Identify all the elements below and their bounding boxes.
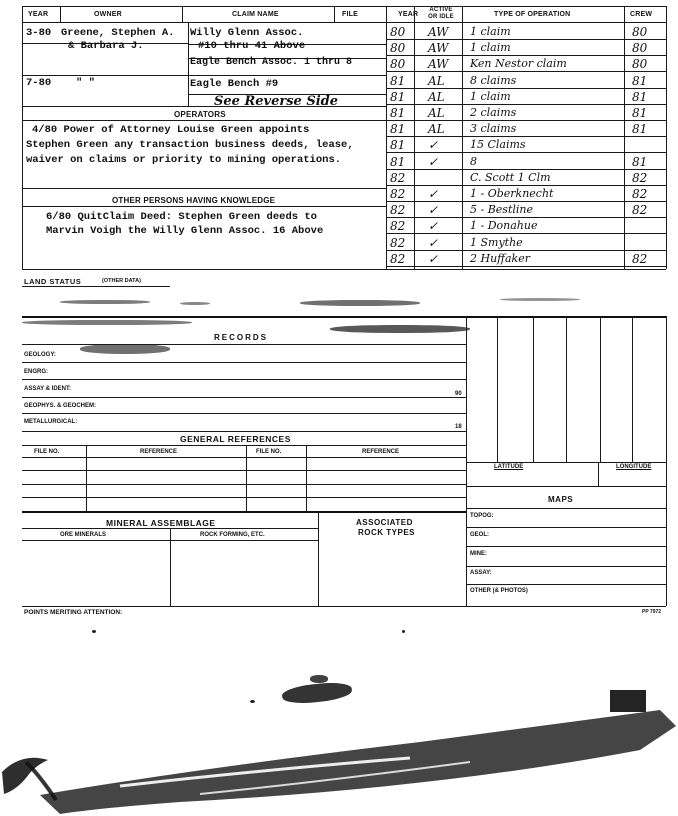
maps-title: MAPS [548, 495, 574, 504]
operation-year: 82 [390, 219, 406, 233]
maps-line [466, 527, 666, 528]
header-claim-name: CLAIM NAME [232, 11, 279, 18]
operation-type: 2 claims [470, 106, 517, 119]
records-line [22, 413, 466, 414]
coords-col [600, 316, 601, 462]
operation-crew: 81 [632, 74, 648, 88]
refs-col [246, 445, 247, 511]
operation-year: 80 [390, 41, 406, 55]
left-border [22, 6, 23, 269]
operation-type: 2 Huffaker [470, 252, 530, 265]
rock-types-label: ROCK TYPES [358, 528, 416, 537]
operation-row-line [386, 88, 666, 89]
claim-name: Eagle Bench #9 [190, 78, 279, 90]
operation-year: 81 [390, 90, 406, 104]
owner-year: 3-80 [26, 27, 52, 39]
operation-type: Ken Nestor claim [470, 57, 567, 70]
assay-ident-label: ASSAY & IDENT: [24, 386, 72, 392]
scan-noise [22, 320, 192, 325]
operation-status: ✓ [428, 219, 439, 233]
refs-line [22, 484, 466, 485]
operation-status: AL [428, 106, 445, 120]
refs-line [22, 497, 466, 498]
operation-year: 82 [390, 187, 406, 201]
metallurgical-label: METALLURGICAL: [24, 419, 78, 425]
operation-row-line [386, 55, 666, 56]
operation-crew: 81 [632, 155, 648, 169]
geophys-label: GEOPHYS. & GEOCHEM: [24, 403, 97, 409]
scan-noise [300, 300, 420, 306]
operation-year: 81 [390, 122, 406, 136]
header-active-idle: ACTIVE OR IDLE [428, 7, 454, 20]
maps-line [466, 584, 666, 585]
operation-row-line [386, 136, 666, 137]
scan-smear-graphic [0, 690, 678, 816]
header-owner: OWNER [94, 11, 122, 18]
operation-crew: 82 [632, 252, 648, 266]
operation-row-line [386, 266, 666, 267]
col-sep [60, 6, 61, 22]
header-file: FILE [342, 11, 358, 18]
scan-noise [180, 302, 210, 305]
points-meriting-attention-label: POINTS MERITING ATTENTION: [24, 609, 123, 616]
operation-status: ✓ [428, 155, 439, 169]
operation-crew: 81 [632, 122, 648, 136]
operation-year: 82 [390, 236, 406, 250]
records-line [22, 431, 466, 432]
refs-col [86, 445, 87, 511]
maps-mine: MINE: [470, 551, 487, 557]
other-persons-top-line [22, 188, 386, 189]
geology-label: GEOLOGY: [24, 352, 56, 358]
operators-divider [22, 120, 386, 121]
operation-year: 80 [390, 25, 406, 39]
operation-row-line [386, 120, 666, 121]
bottom-grid-line [22, 606, 666, 607]
refs-col [306, 445, 307, 511]
records-title: RECORDS [214, 333, 269, 342]
other-persons-label: OTHER PERSONS HAVING KNOWLEDGE [112, 196, 276, 205]
operation-type: 1 - Oberknecht [470, 187, 554, 200]
header-crew: CREW [630, 11, 653, 18]
operation-row-line [386, 217, 666, 218]
owner-name: & Barbara J. [68, 40, 144, 52]
coords-col [632, 316, 633, 462]
operation-status: ✓ [428, 236, 439, 250]
header-year: YEAR [28, 11, 49, 18]
owner-name: " " [76, 77, 95, 89]
rock-forming-label: ROCK FORMING, ETC. [200, 532, 265, 538]
scan-noise [500, 298, 580, 301]
operation-year: 82 [390, 252, 406, 266]
owner-year: 7-80 [26, 77, 52, 89]
coords-col [566, 316, 567, 462]
operation-status: ✓ [428, 138, 439, 152]
top-section-bottom [22, 269, 666, 270]
operation-crew: 82 [632, 187, 648, 201]
refs-line [22, 445, 466, 446]
maps-line [466, 508, 666, 509]
right-grid-right [666, 316, 667, 606]
operation-type: 1 claim [470, 25, 511, 38]
operation-status: AL [428, 90, 445, 104]
operation-type: 8 claims [470, 74, 517, 87]
records-line [22, 397, 466, 398]
operation-row-line [386, 250, 666, 251]
assay-num: 90 [455, 391, 462, 397]
general-references-title: GENERAL REFERENCES [180, 434, 291, 444]
operators-line: waiver on claims or priority to mining operations. [26, 154, 342, 166]
other-persons-line: Marvin Voigh the Willy Glenn Assoc. 16 Above [46, 225, 324, 237]
header-type-of-operation: TYPE OF OPERATION [494, 11, 571, 18]
mineral-col [318, 511, 319, 606]
claim-name-handwritten: See Reverse Side [214, 94, 339, 109]
operation-year: 81 [390, 155, 406, 169]
records-line [22, 362, 466, 363]
middle-border [386, 6, 387, 269]
header-bottom-border [22, 22, 666, 23]
right-grid-left [466, 316, 467, 606]
longitude-label: LONGITUDE [616, 464, 652, 470]
operation-crew: 80 [632, 25, 648, 39]
land-status-label: LAND STATUS [24, 277, 82, 286]
ink-blot [310, 675, 328, 683]
operation-status: AW [428, 57, 449, 71]
speck [402, 630, 405, 633]
operation-row-line [386, 104, 666, 105]
ops-col-sep [414, 6, 415, 269]
operation-year: 82 [390, 203, 406, 217]
header-year-ops: YEAR [398, 11, 419, 18]
records-line [22, 344, 466, 345]
coords-col [533, 316, 534, 462]
top-border [22, 6, 666, 7]
maps-topog: TOPOG: [470, 513, 494, 519]
operation-row-line [386, 152, 666, 153]
operation-crew: 81 [632, 106, 648, 120]
claim-name: #10 thru 41 Above [198, 40, 306, 52]
operators-line: 4/80 Power of Attorney Louise Green appoints [32, 124, 310, 136]
operation-crew: 80 [632, 41, 648, 55]
refs-reference: REFERENCE [362, 449, 400, 455]
operation-type: 8 [470, 155, 477, 168]
owner-name: Greene, Stephen A. [61, 27, 175, 39]
operation-type: C. Scott 1 Clm [470, 171, 551, 184]
operators-label: OPERATORS [174, 110, 226, 119]
other-persons-divider [22, 206, 386, 207]
refs-reference: REFERENCE [140, 449, 178, 455]
scan-noise [330, 325, 470, 333]
metal-num: 18 [455, 424, 462, 430]
mineral-col [170, 528, 171, 606]
operation-status: AL [428, 74, 445, 88]
right-border [666, 6, 667, 269]
operation-status: AL [428, 122, 445, 136]
operation-year: 81 [390, 74, 406, 88]
operation-type: 5 - Bestline [470, 203, 533, 216]
refs-file-no: FILE NO. [34, 449, 60, 455]
operation-type: 1 - Donahue [470, 219, 538, 232]
refs-line [22, 470, 466, 471]
coords-line [466, 486, 666, 487]
operation-status: ✓ [428, 252, 439, 266]
ore-minerals-label: ORE MINERALS [60, 532, 107, 538]
maps-geol: GEOL: [470, 532, 489, 538]
operation-row-line [386, 169, 666, 170]
speck [92, 630, 96, 633]
operation-crew: 80 [632, 57, 648, 71]
land-status-sub: (OTHER DATA) [102, 278, 141, 284]
operation-status: ✓ [428, 187, 439, 201]
refs-bottom [22, 511, 466, 513]
owner-row-line [22, 75, 386, 76]
col-sep [182, 6, 183, 22]
records-line [22, 379, 466, 380]
operation-type: 1 Smythe [470, 236, 523, 249]
land-status-underline [22, 286, 170, 287]
operation-row-line [386, 71, 666, 72]
other-persons-line: 6/80 QuitClaim Deed: Stephen Green deeds to [46, 211, 317, 223]
operation-type: 3 claims [470, 122, 517, 135]
maps-line [466, 566, 666, 567]
scan-noise [60, 300, 150, 304]
operation-status: ✓ [428, 203, 439, 217]
coords-col [598, 462, 599, 486]
coords-col [497, 316, 498, 462]
form-number: PP 7972 [642, 609, 662, 615]
coords-line [466, 462, 666, 463]
maps-assay: ASSAY: [470, 570, 492, 576]
operation-year: 81 [390, 106, 406, 120]
engrg-label: ENGRG: [24, 369, 48, 375]
refs-file-no: FILE NO. [256, 449, 282, 455]
claim-name: Eagle Bench Assoc. 1 thru 8 [190, 57, 353, 68]
operation-status: AW [428, 25, 449, 39]
ops-col-sep [462, 6, 463, 269]
maps-other: OTHER (& PHOTOS) [470, 588, 528, 594]
latitude-label: LATITUDE [494, 464, 524, 470]
claim-name: Willy Glenn Assoc. [190, 27, 304, 39]
operation-status: AW [428, 41, 449, 55]
operation-type: 1 claim [470, 41, 511, 54]
operation-row-line [386, 233, 666, 234]
operation-year: 81 [390, 138, 406, 152]
operation-year: 82 [390, 171, 406, 185]
operators-line: Stephen Green any transaction business deeds, lease, [26, 139, 354, 151]
col-sep [334, 6, 335, 22]
records-top-line [22, 316, 666, 318]
ops-col-sep [624, 6, 625, 269]
associated-label: ASSOCIATED [356, 518, 413, 527]
operation-type: 1 claim [470, 90, 511, 103]
operation-row-line [386, 185, 666, 186]
maps-line [466, 546, 666, 547]
operation-type: 15 Claims [470, 138, 526, 151]
scan-noise [80, 344, 170, 354]
operation-year: 80 [390, 57, 406, 71]
operation-row-line [386, 201, 666, 202]
operation-row-line [386, 39, 666, 40]
operation-crew: 82 [632, 203, 648, 217]
operation-crew: 82 [632, 171, 648, 185]
mineral-assemblage-title: MINERAL ASSEMBLAGE [106, 518, 216, 528]
refs-line [22, 457, 466, 458]
operation-crew: 81 [632, 90, 648, 104]
